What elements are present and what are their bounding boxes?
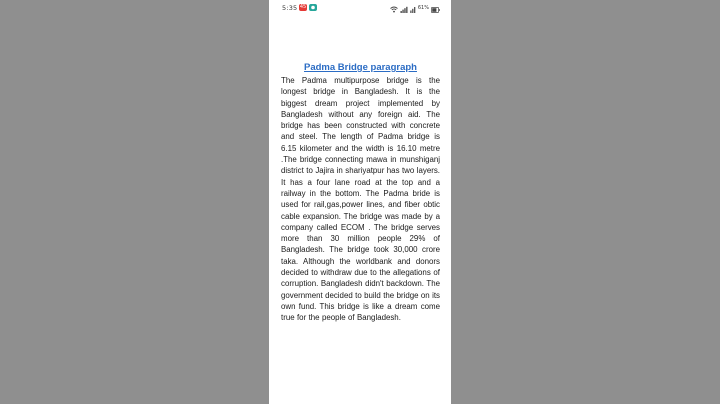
status-bar — [269, 0, 451, 18]
notification-badge-icon: 45 — [299, 4, 307, 10]
article-body: The Padma multipurpose bridge is the longest bridge in Bangladesh. It is the biggest dream project implemented by Bangladesh without any foreign aid. The bridge has been constructed with concrete and steel. The length of Padma bridge is 6.15 kilometer and the width is 16.10 metre .The bridge connecting mawa in munshiganj district to Jajira in shariyatpur has two layers. It has a four lane road at the top and a railway in the bottom. The Padma bride is used for rail,gas,power lines, and fiber obtic cable expansion. The bridge was made by a company called ECOM . The bridge serves more than 30 million people 29% of Bangladesh. The bridge took 30,000 crore taka. Although the worldbank and donors decided to withdraw due to the allegations of corruption. Bangladesh didn't backdown. The government decided to build the bridge on its own fund. This bridge is like a dream come true for the people of Bangladesh. — [281, 76, 440, 323]
article-title: Padma Bridge paragraph — [304, 62, 417, 73]
article — [281, 62, 440, 324]
battery-icon — [431, 0, 440, 17]
wifi-icon — [390, 0, 398, 17]
phone-screen — [269, 0, 451, 404]
status-time: 5:35 — [282, 4, 298, 12]
battery-percent: 61% — [417, 4, 429, 11]
signal-icon — [400, 0, 408, 17]
status-icons — [390, 3, 440, 12]
signal-icon-2 — [410, 0, 416, 17]
app-notification-icon — [309, 4, 317, 11]
